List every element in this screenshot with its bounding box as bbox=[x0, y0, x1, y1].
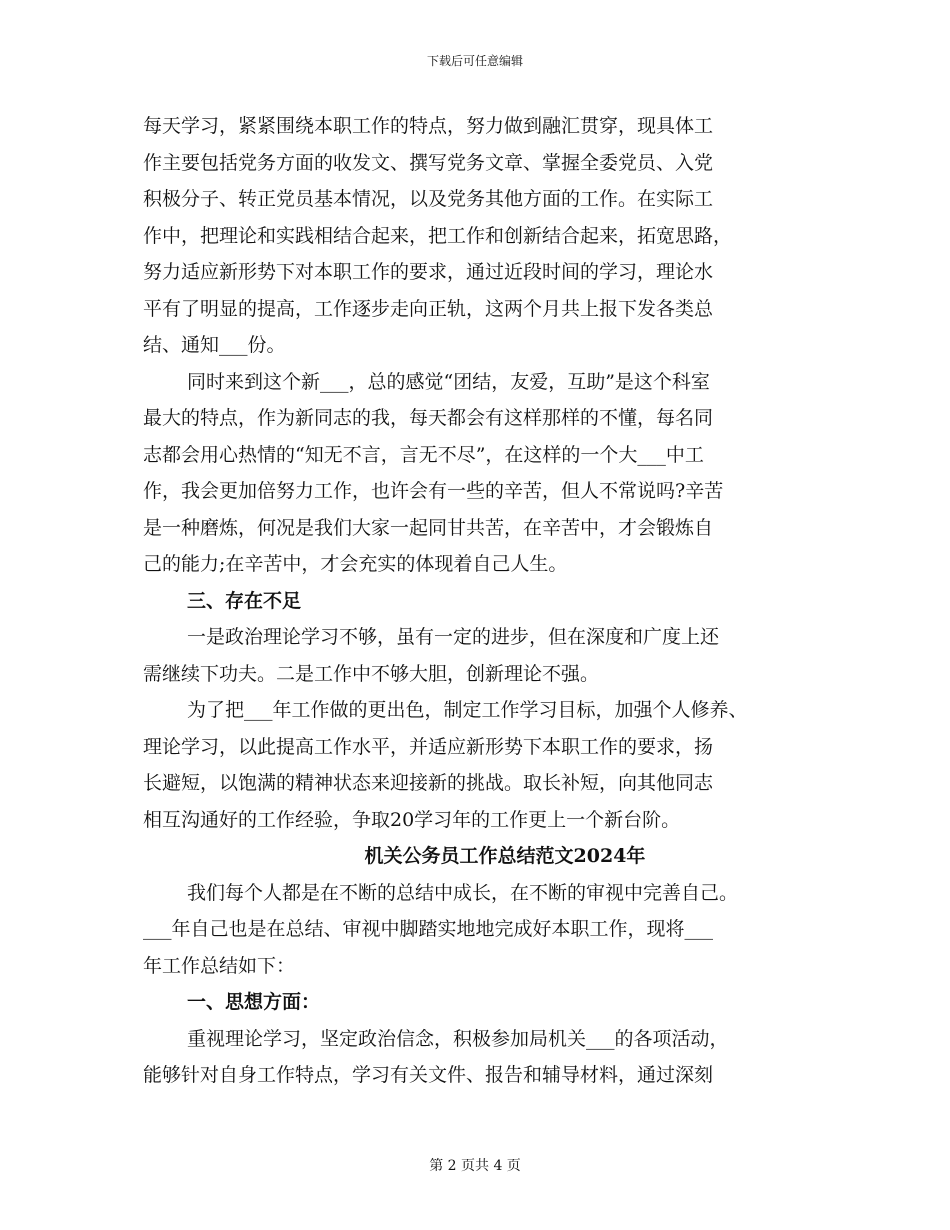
page-header: 下载后可任意编辑 bbox=[426, 54, 523, 68]
document-title: 机关公务员工作总结范文2024年 bbox=[364, 845, 646, 867]
text-line: 同时来到这个新___，总的感觉“团结，友爱，互助”是这个科室 bbox=[187, 370, 710, 393]
text-line: 最大的特点，作为新同志的我，每天都会有这样那样的不懂，每名同 bbox=[143, 407, 714, 429]
text-line: 作，我会更加倍努力工作，也许会有一些的辛苦，但人不常说吗?辛苦 bbox=[143, 480, 724, 502]
page-footer: 第 2 页共 4 页 bbox=[429, 1158, 521, 1174]
text-line: 需继续下功夫。二是工作中不够大胆，创新理论不强。 bbox=[143, 662, 600, 685]
text-line: 志都会用心热情的“知无不言，言无不尽”，在这样的一个大___中工 bbox=[143, 443, 704, 466]
text-line: 是一种磨炼，何况是我们大家一起同甘共苦，在辛苦中，才会锻炼自 bbox=[143, 516, 714, 539]
text-line: 相互沟通好的工作经验，争取20学习年的工作更上一个新台阶。 bbox=[143, 808, 681, 831]
text-line: 长避短，以饱满的精神状态来迎接新的挑战。取长补短，向其他同志 bbox=[143, 772, 714, 794]
text-line: 平有了明显的提高，工作逐步走向正轨，这两个月共上报下发各类总 bbox=[143, 297, 714, 320]
text-line: 努力适应新形势下对本职工作的要求，通过近段时间的学习，理论水 bbox=[143, 261, 714, 283]
text-line: 一是政治理论学习不够，虽有一定的进步，但在深度和广度上还 bbox=[187, 626, 720, 648]
text-line: 作主要包括党务方面的收发文、撰写党务文章、掌握全委党员、入党 bbox=[143, 151, 714, 174]
text-line: 结、通知___份。 bbox=[143, 334, 286, 356]
section-heading: 一、思想方面： bbox=[187, 991, 321, 1013]
text-line: 能够针对自身工作特点，学习有关文件、报告和辅导材料，通过深刻 bbox=[143, 1064, 714, 1086]
text-line: 作中，把理论和实践相结合起来，把工作和创新结合起来，拓宽思路， bbox=[143, 224, 733, 247]
text-line: 每天学习，紧紧围绕本职工作的特点，努力做到融汇贯穿，现具体工 bbox=[143, 115, 714, 137]
text-line: 理论学习，以此提高工作水平，并适应新形势下本职工作的要求，扬 bbox=[143, 735, 714, 758]
text-line: ___年自己也是在总结、审视中脚踏实地地完成好本职工作，现将___ bbox=[143, 918, 714, 940]
document-body bbox=[143, 108, 823, 1094]
text-line: 积极分子、转正党员基本情况，以及党务其他方面的工作。在实际工 bbox=[143, 188, 714, 210]
text-line: 己的能力;在辛苦中，才会充实的体现着自己人生。 bbox=[143, 553, 568, 575]
text-line: 我们每个人都是在不断的总结中成长，在不断的审视中完善自己。 bbox=[187, 881, 739, 904]
text-line: 重视理论学习，坚定政治信念，积极参加局机关___的各项活动， bbox=[187, 1027, 729, 1050]
section-heading: 三、存在不足 bbox=[187, 589, 302, 612]
text-line: 为了把___年工作做的更出色，制定工作学习目标，加强个人修养、 bbox=[187, 699, 748, 721]
text-line: 年工作总结如下： bbox=[143, 954, 296, 977]
